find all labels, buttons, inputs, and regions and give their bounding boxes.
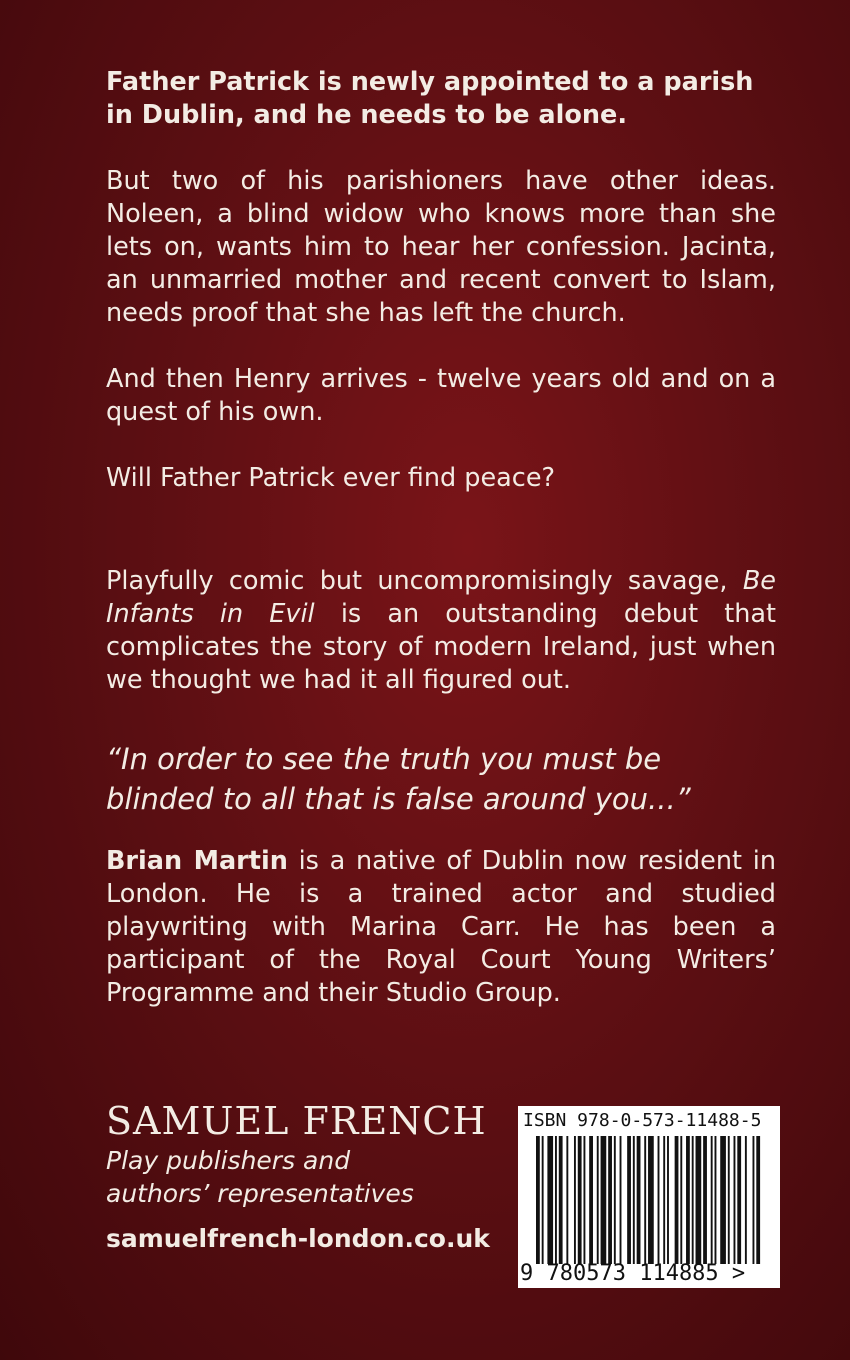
barcode-bar — [601, 1136, 607, 1264]
barcode-bar — [658, 1136, 660, 1264]
barcode-bar — [559, 1136, 563, 1264]
isbn-label: ISBN 978-0-573-11488-5 — [523, 1110, 762, 1131]
barcode-bar — [644, 1136, 646, 1264]
back-cover-text — [106, 66, 776, 1010]
publisher-tagline-2: authors’ representatives — [106, 1179, 414, 1208]
barcode-bar — [608, 1136, 612, 1264]
barcode-bar — [711, 1136, 713, 1264]
barcode-bar — [715, 1136, 717, 1264]
barcode-bar — [734, 1136, 736, 1264]
barcode-bar — [555, 1136, 557, 1264]
barcode-bar — [614, 1136, 616, 1264]
barcode-bar — [737, 1136, 741, 1264]
barcode-bar — [692, 1136, 694, 1264]
publisher-block — [106, 1098, 506, 1255]
barcode-bar — [542, 1136, 544, 1264]
barcode-bar — [547, 1136, 553, 1264]
barcode-bar — [753, 1136, 755, 1264]
barcode-bar — [589, 1136, 593, 1264]
review-text-post: is an outstanding debut that complicates the story of modern Ireland, just when we thought we had it all figured out. — [106, 599, 777, 695]
barcode-bar — [648, 1136, 654, 1264]
barcode-bar — [578, 1136, 582, 1264]
barcode-bar — [566, 1136, 568, 1264]
barcode-bar — [686, 1136, 690, 1264]
barcode-bar — [720, 1136, 726, 1264]
barcode-bar — [597, 1136, 599, 1264]
pull-quote: “In order to see the truth you must be blinded to all that is false around you...” — [106, 742, 691, 816]
publisher-name: SAMUEL FRENCH — [106, 1099, 487, 1143]
barcode-bar — [633, 1136, 635, 1264]
barcode-bar — [627, 1136, 631, 1264]
barcode-bar — [667, 1136, 669, 1264]
author-name: Brian Martin — [106, 846, 288, 876]
barcode-digits: 9 780573 114885 > — [520, 1261, 746, 1286]
book-title: Be Infants in Evil — [106, 566, 776, 629]
publisher-url: samuelfrench-london.co.uk — [106, 1224, 490, 1253]
isbn-barcode — [518, 1106, 780, 1288]
synopsis-paragraph-2: And then Henry arrives - twelve years old and on a quest of his own. — [106, 364, 776, 427]
barcode-bar — [583, 1136, 585, 1264]
review-paragraph — [106, 565, 776, 697]
author-bio — [106, 845, 776, 1010]
synopsis-paragraph-1: But two of his parishioners have other ideas. Noleen, a blind widow who knows more than she lets on, wants him to hear her confession. Jacinta, an unmarried mother and recent convert to Islam, needs proof that she has left the church. — [106, 166, 776, 328]
barcode-bar — [663, 1136, 665, 1264]
barcode-bar — [680, 1136, 682, 1264]
barcode-bar — [536, 1136, 540, 1264]
barcode-bar — [574, 1136, 576, 1264]
barcode-bar — [728, 1136, 730, 1264]
publisher-tagline-1: Play publishers and — [106, 1146, 351, 1175]
author-bio-text: is a native of Dublin now resident in London. He is a trained actor and studied playwriting with Marina Carr. He has been a participant of the Royal Court Young Writers’ Programme and their Studio Group. — [106, 846, 776, 1008]
barcode-bars — [536, 1136, 762, 1264]
barcode-bar — [703, 1136, 707, 1264]
barcode-bar — [620, 1136, 622, 1264]
barcode-bar — [637, 1136, 641, 1264]
barcode-bar — [675, 1136, 679, 1264]
review-text-pre: Playfully comic but uncompromisingly savage, — [106, 566, 728, 596]
barcode-bar — [745, 1136, 747, 1264]
barcode-bar — [756, 1136, 760, 1264]
synopsis-question: Will Father Patrick ever find peace? — [106, 463, 556, 493]
lead-paragraph: Father Patrick is newly appointed to a parish in Dublin, and he needs to be alone. — [106, 67, 754, 130]
barcode-bar — [696, 1136, 702, 1264]
